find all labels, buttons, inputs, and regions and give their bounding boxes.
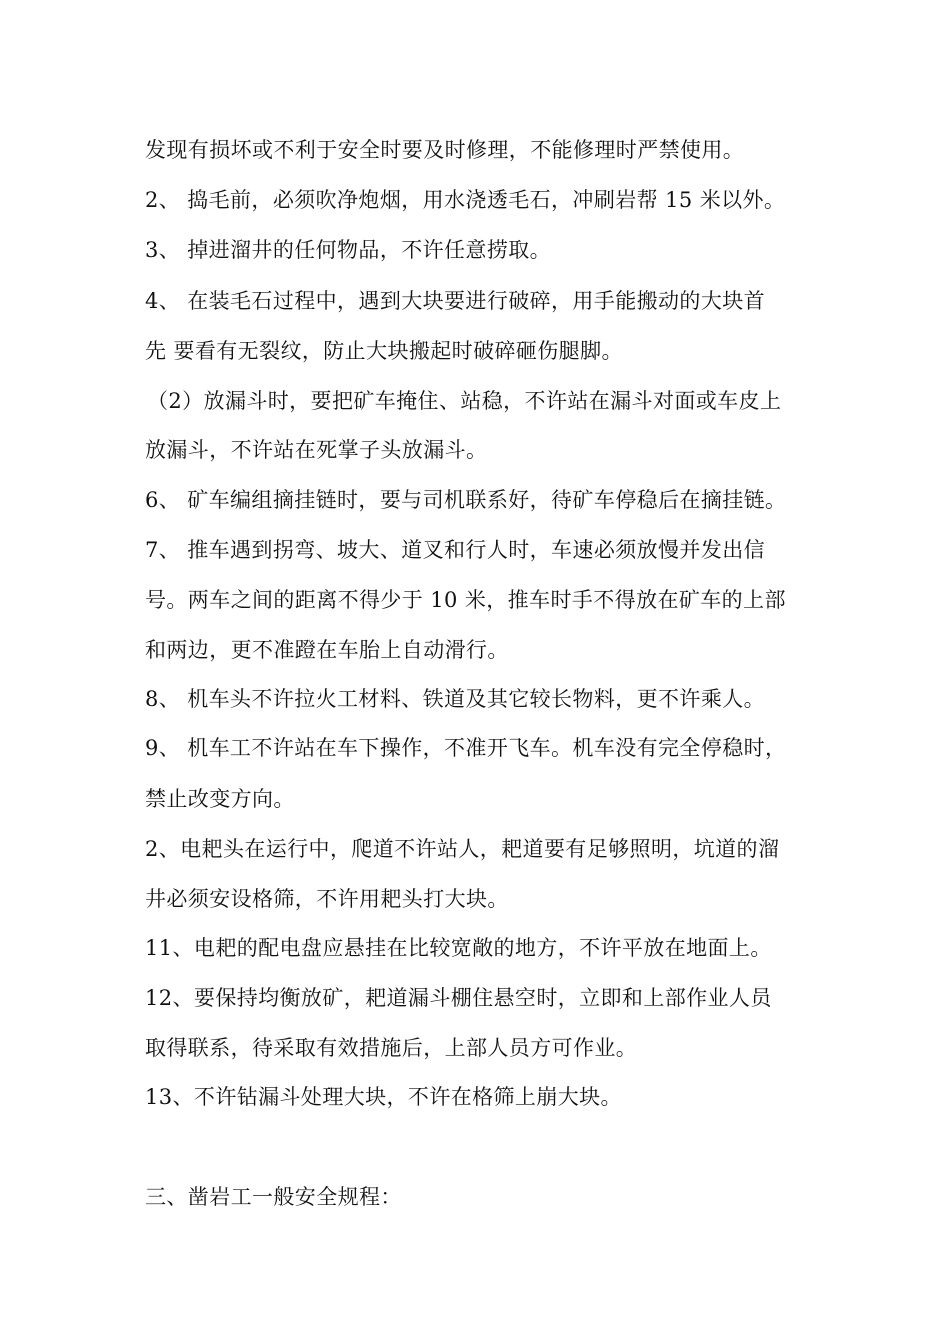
text-line: 4、 在装毛石过程中，遇到大块要进行破碎，用手能搬动的大块首 <box>145 289 766 313</box>
text-line: 取得联系，待采取有效措施后，上部人员方可作业。 <box>145 1036 638 1060</box>
text-line: 2、电耙头在运行中，爬道不许站人，耙道要有足够照明，坑道的溜 <box>145 837 780 861</box>
text-line: 井必须安设格筛，不许用耙头打大块。 <box>145 887 509 911</box>
section-heading: 三、凿岩工一般安全规程： <box>145 1185 402 1209</box>
text-line: 号。两车之间的距离不得少于 10 米，推车时手不得放在矿车的上部 <box>145 588 786 612</box>
text-line: 6、 矿车编组摘挂链时，要与司机联系好，待矿车停稳后在摘挂链。 <box>145 488 787 512</box>
text-line: 3、 掉进溜井的任何物品，不许任意捞取。 <box>145 238 552 262</box>
text-line: 13、不许钻漏斗处理大块，不许在格筛上崩大块。 <box>145 1085 622 1109</box>
text-line: 发现有损坏或不利于安全时要及时修理，不能修理时严禁使用。 <box>145 138 745 162</box>
text-line: 8、 机车头不许拉火工材料、铁道及其它较长物料，更不许乘人。 <box>145 687 766 711</box>
text-line: 9、 机车工不许站在车下操作，不准开飞车。机车没有完全停稳时， <box>145 736 787 760</box>
text-line: 禁止改变方向。 <box>145 787 295 811</box>
text-line: 2、 捣毛前，必须吹净炮烟，用水浇透毛石，冲刷岩帮 15 米以外。 <box>145 188 786 212</box>
text-line: 放漏斗，不许站在死掌子头放漏斗。 <box>145 438 488 462</box>
text-line: 12、要保持均衡放矿，耙道漏斗棚住悬空时，立即和上部作业人员 <box>145 986 772 1010</box>
text-line: 7、 推车遇到拐弯、坡大、道叉和行人时，车速必须放慢并发出信 <box>145 538 766 562</box>
text-line: （2）放漏斗时，要把矿车掩住、站稳，不许站在漏斗对面或车皮上 <box>147 389 782 413</box>
text-line: 先 要看有无裂纹，防止大块搬起时破碎砸伤腿脚。 <box>145 339 623 363</box>
text-line: 11、电耙的配电盘应悬挂在比较宽敞的地方，不许平放在地面上。 <box>145 936 772 960</box>
text-line: 和两边，更不准蹬在车胎上自动滑行。 <box>145 638 509 662</box>
